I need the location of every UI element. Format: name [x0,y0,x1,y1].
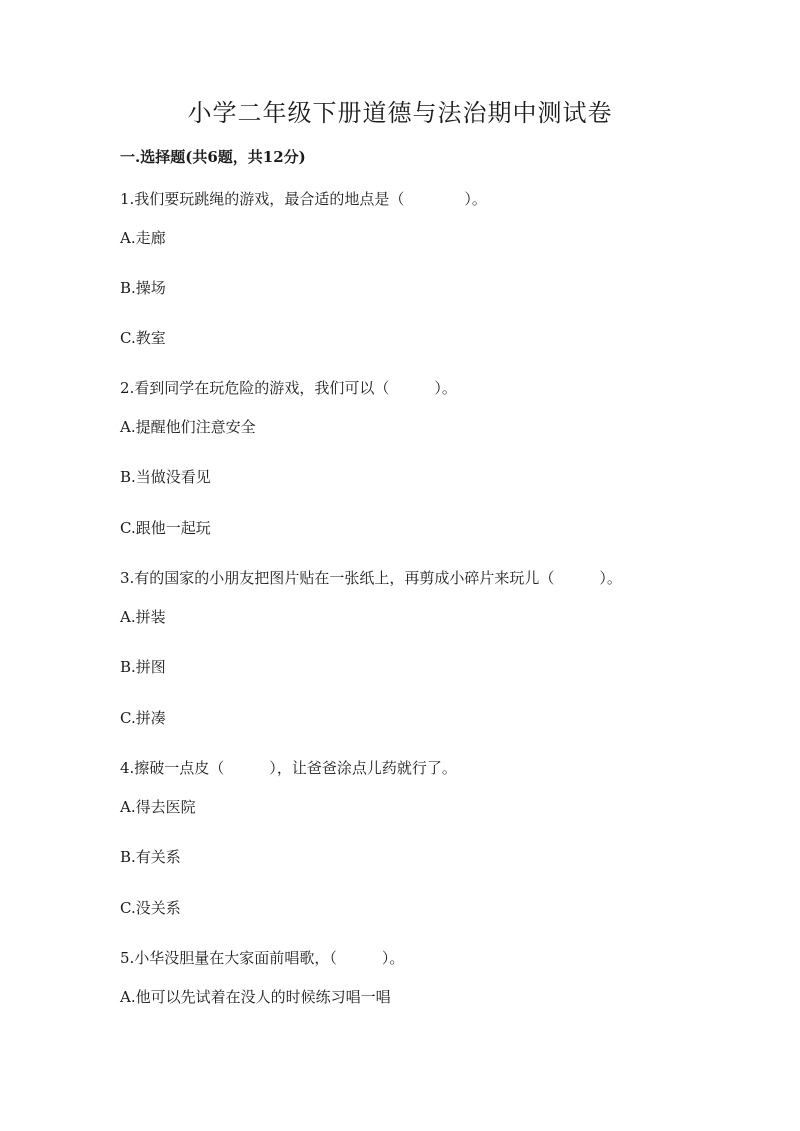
question-2-option-c: C.跟他一起玩 [120,519,211,537]
question-2-option-b: B.当做没看见 [120,468,211,486]
question-4-option-a: A.得去医院 [120,798,196,816]
question-1-option-c: C.教室 [120,329,166,347]
question-1-option-b: B.操场 [120,279,166,297]
question-5-option-a: A.他可以先试着在没人的时候练习唱一唱 [120,988,391,1006]
question-2-stem: 2.看到同学在玩危险的游戏，我们可以（ ）。 [120,379,457,397]
question-2-option-a: A.提醒他们注意安全 [120,418,256,436]
question-3-stem: 3.有的国家的小朋友把图片贴在一张纸上，再剪成小碎片来玩儿（ ）。 [120,569,622,587]
page-title: 小学二年级下册道德与法治期中测试卷 [187,99,613,127]
question-4-stem: 4.擦破一点皮（ ），让爸爸涂点儿药就行了。 [120,759,457,777]
question-3-option-c: C.拼凑 [120,709,166,727]
question-3-option-a: A.拼装 [120,608,166,626]
question-4-option-c: C.没关系 [120,899,181,917]
question-1-option-a: A.走廊 [120,229,166,247]
question-4-option-b: B.有关系 [120,848,181,866]
question-1-stem: 1.我们要玩跳绳的游戏，最合适的地点是（ ）。 [120,190,487,208]
section-heading: 一.选择题(共6题，共12分) [120,148,306,166]
question-5-stem: 5.小华没胆量在大家面前唱歌，（ ）。 [120,949,405,967]
question-3-option-b: B.拼图 [120,658,166,676]
